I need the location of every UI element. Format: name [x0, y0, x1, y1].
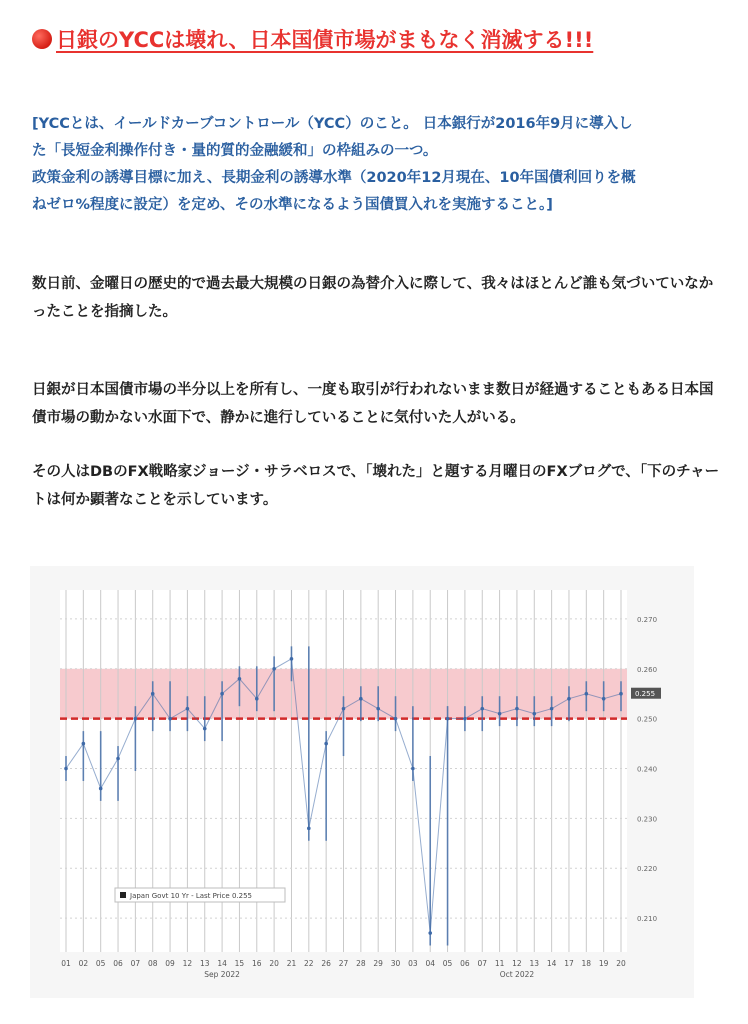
article-title-text: 日銀のYCCは壊れ、日本国債市場がまもなく消滅する!!! [56, 28, 594, 52]
chart-svg [30, 566, 694, 998]
x-tick-label: 11 [494, 959, 505, 968]
month-label: Sep 2022 [204, 970, 240, 979]
note-line: 政策金利の誘導目標に加え、長期金利の誘導水準（2020年12月現在、10年国債利回りを概 [32, 170, 636, 186]
x-tick-label: 28 [356, 959, 366, 968]
y-tick-label: 0.250 [637, 715, 658, 724]
x-tick-label: 03 [408, 959, 418, 968]
note-line: [YCCとは、イールドカーブコントロール（YCC）のこと。 日本銀行が2016年9月に導入し [32, 116, 633, 132]
x-tick-label: 17 [564, 959, 574, 968]
y-tick-label: 0.270 [637, 615, 658, 624]
x-tick-label: 05 [442, 959, 453, 968]
x-tick-label: 01 [61, 959, 71, 968]
x-tick-label: 20 [269, 959, 279, 968]
x-tick-label: 18 [581, 959, 592, 968]
x-tick-label: 30 [390, 959, 401, 968]
x-tick-label: 19 [598, 959, 609, 968]
x-tick-label: 16 [252, 959, 262, 968]
note-line: ねゼロ%程度に設定）を定め、その水準になるよう国債買入れを実施すること。] [32, 197, 553, 213]
x-tick-label: 08 [147, 959, 158, 968]
x-tick-label: 13 [199, 959, 210, 968]
x-tick-label: 12 [182, 959, 193, 968]
x-tick-label: 26 [321, 959, 331, 968]
article-title [32, 24, 722, 54]
paragraph-3: その人はDBのFX戦略家ジョージ・サラベロスで、「壊れた」と題する月曜日のFXブログで、「下のチャートは何か顕著なことを示しています。 [32, 464, 720, 508]
x-tick-label: 02 [78, 959, 89, 968]
note-line: た「長短金利操作付き・量的質的金融緩和」の枠組みの一つ。 [32, 143, 438, 159]
jgb-yield-chart [30, 566, 694, 998]
x-tick-label: 12 [512, 959, 522, 968]
y-tick-label: 0.220 [637, 865, 658, 874]
x-tick-label: 15 [234, 959, 245, 968]
x-tick-label: 21 [286, 959, 297, 968]
x-tick-label: 13 [529, 959, 540, 968]
x-tick-label: 06 [113, 959, 123, 968]
x-tick-label: 29 [373, 959, 383, 968]
x-tick-label: 06 [460, 959, 470, 968]
y-tick-label: 0.240 [637, 765, 658, 774]
x-tick-label: 20 [616, 959, 626, 968]
x-tick-label: 14 [217, 959, 227, 968]
y-tick-label: 0.210 [637, 915, 658, 924]
ycc-definition-note [32, 111, 722, 219]
x-tick-label: 09 [165, 959, 175, 968]
x-tick-label: 14 [546, 959, 557, 968]
red-circle-icon [32, 29, 52, 49]
paragraph-2: 日銀が日本国債市場の半分以上を所有し、一度も取引が行われないまま数日が経過することもある日本国債市場の動かない水面下で、静かに進行していることに気付いた人がいる。 [32, 382, 714, 426]
legend-swatch [120, 892, 126, 898]
x-tick-label: 07 [130, 959, 141, 968]
x-tick-label: 07 [477, 959, 488, 968]
y-tick-label: 0.230 [637, 815, 658, 824]
paragraph-1: 数日前、金曜日の歴史的で過去最大規模の日銀の為替介入に際して、我々はほとんど誰も気づいていなかったことを指摘した。 [32, 276, 714, 320]
x-tick-label: 22 [304, 959, 314, 968]
x-tick-label: 05 [95, 959, 106, 968]
x-tick-label: 27 [338, 959, 349, 968]
legend-label: Japan Govt 10 Yr - Last Price 0.255 [130, 892, 252, 900]
y-tick-label: 0.260 [637, 665, 658, 674]
x-tick-label: 04 [425, 959, 435, 968]
month-label: Oct 2022 [499, 970, 535, 979]
last-price-label: 0.255 [635, 690, 656, 699]
